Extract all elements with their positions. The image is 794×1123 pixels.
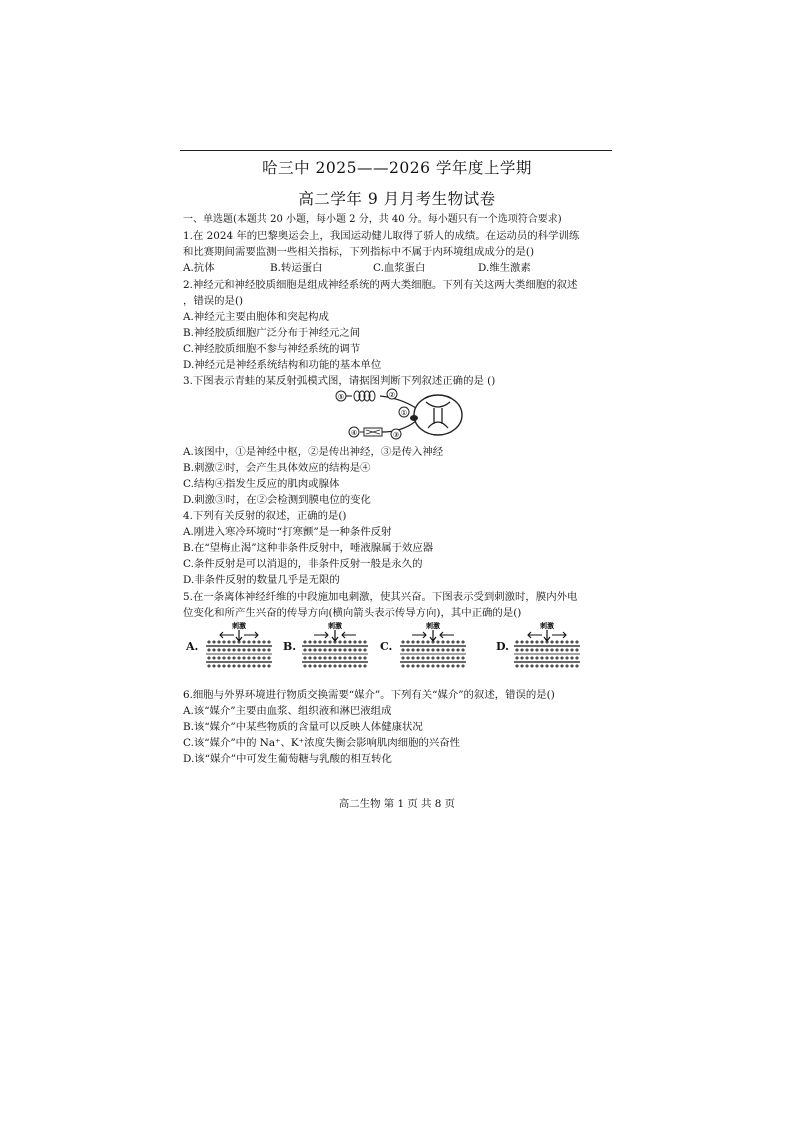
charge-mark [247,664,251,668]
q4-option-a: A.刚进入寒冷环境时“打寒颤”是一种条件反射 [183,526,392,538]
gray-matter [426,402,450,428]
charge-mark [461,640,465,644]
charge-mark [550,656,554,660]
q3-option-a: A.该图中，①是神经中枢，②是传出神经，③是传入神经 [183,446,444,458]
q4-option-c: C.条件反射是可以消退的，非条件反射一般是永久的 [183,558,423,570]
q1-stem-line-2: 和比赛期间需要监测一些相关指标，下列指标中不属于内环境组成成分的是() [183,246,534,258]
charge-mark [436,664,440,668]
charge-mark [353,656,357,660]
conduction-arrow-right [440,632,454,638]
charge-mark [421,664,425,668]
charge-mark [431,656,435,660]
charge-mark [318,640,322,644]
charge-mark [207,664,211,668]
charge-mark [456,640,460,644]
charge-mark [421,656,425,660]
charge-mark [222,648,226,652]
charge-mark [308,664,312,668]
charge-mark [303,648,307,652]
charge-mark [247,648,251,652]
charge-mark [262,664,266,668]
charge-mark [426,640,430,644]
charge-mark [436,656,440,660]
charge-mark [207,648,211,652]
q1-option-b: B.转运蛋白 [270,262,323,274]
charge-mark [570,648,574,652]
charge-mark [441,640,445,644]
conduction-arrow-left [528,632,542,638]
charge-mark [570,640,574,644]
charge-mark [212,656,216,660]
charge-mark [227,648,231,652]
q5-figure-b [300,620,370,670]
charge-mark [313,656,317,660]
spinal-cord [414,395,462,435]
charge-mark [451,656,455,660]
charge-mark [406,640,410,644]
charge-mark [436,648,440,652]
charge-mark [406,648,410,652]
charge-mark [540,648,544,652]
charge-mark [545,656,549,660]
charge-mark [318,664,322,668]
charge-mark [232,656,236,660]
charge-mark [247,640,251,644]
charge-mark [446,656,450,660]
charge-mark [560,656,564,660]
efferent-nerve [380,396,416,408]
charge-mark [431,640,435,644]
charge-mark [575,664,579,668]
charge-mark [323,656,327,660]
charge-mark [426,656,430,660]
charge-mark [217,656,221,660]
charge-mark [343,640,347,644]
effector-muscle [354,391,375,401]
q1-option-d: D.维生激素 [478,262,531,274]
charge-mark [257,640,261,644]
charge-mark [217,648,221,652]
charge-mark [530,640,534,644]
charge-mark [575,648,579,652]
q5-figure-c-label: C. [380,640,393,653]
q4-stem: 4.下列有关反射的叙述，正确的是() [183,510,347,522]
charge-mark [570,656,574,660]
charge-mark [328,656,332,660]
charge-mark [358,656,362,660]
q3-option-c: C.结构④指发生反应的肌肉或腺体 [183,478,340,490]
charge-mark [267,648,271,652]
charge-mark [431,648,435,652]
charge-mark [267,640,271,644]
charge-mark [333,640,337,644]
charge-mark [358,640,362,644]
charge-mark [333,656,337,660]
charge-mark [262,648,266,652]
q5-figure-a-label: A. [186,640,199,653]
reflex-arc-figure [330,388,470,442]
charge-mark [237,664,241,668]
charge-mark [441,664,445,668]
q5-figure-d [512,620,582,670]
charge-mark [328,640,332,644]
charge-mark [520,656,524,660]
charge-mark [318,648,322,652]
q6-option-a: A.该“媒介”主要由血浆、组织液和淋巴液组成 [183,705,392,717]
receptor-texture [366,430,380,434]
charge-mark [237,648,241,652]
charge-mark [451,648,455,652]
charge-mark [207,656,211,660]
q3-stem: 3.下图表示青蛙的某反射弧模式图，请据图判断下列叙述正确的是 () [183,375,496,387]
charge-mark [252,648,256,652]
charge-mark [333,664,337,668]
charge-mark [570,664,574,668]
charge-mark [237,640,241,644]
charge-mark [212,664,216,668]
q1-option-c: C.血浆蛋白 [373,262,426,274]
charge-mark [237,656,241,660]
q6-option-b: B.该“媒介”中某些物质的含量可以反映人体健康状况 [183,721,423,733]
charge-mark [535,640,539,644]
q2-stem-line-2: ，错误的是() [183,295,244,307]
charge-mark [363,664,367,668]
charge-mark [446,640,450,644]
stimulus-label: 刺激 [540,621,554,630]
charge-mark [401,656,405,660]
label-3: ③ [392,431,400,439]
charge-mark [535,656,539,660]
charge-mark [545,664,549,668]
q6-stem: 6.细胞与外界环境进行物质交换需要“媒介”。下列有关“媒介”的叙述，错误的是() [183,689,555,701]
charge-mark [242,656,246,660]
q2-option-d: D.神经元是神经系统结构和功能的基本单位 [183,359,382,371]
charge-mark [575,656,579,660]
charge-mark [461,656,465,660]
charge-mark [348,656,352,660]
charge-mark [406,656,410,660]
charge-mark [313,640,317,644]
charge-mark [416,656,420,660]
charge-mark [313,664,317,668]
charge-mark [431,664,435,668]
q2-option-b: B.神经胶质细胞广泛分布于神经元之间 [183,327,361,339]
stimulus-label: 刺激 [328,621,342,630]
q1-option-a: A.抗体 [183,262,215,274]
charge-mark [257,648,261,652]
charge-mark [441,656,445,660]
charge-mark [535,648,539,652]
charge-mark [242,664,246,668]
q3-option-d: D.刺激③时，在②会检测到膜电位的变化 [183,494,371,506]
charge-mark [421,648,425,652]
charge-mark [540,656,544,660]
q2-option-c: C.神经胶质细胞不参与神经系统的调节 [183,343,361,355]
conduction-arrow-left [412,632,426,638]
charge-mark [550,664,554,668]
charge-mark [560,640,564,644]
charge-mark [515,656,519,660]
charge-mark [446,664,450,668]
charge-mark [303,664,307,668]
charge-mark [217,640,221,644]
page-footer: 高二生物 第 1 页 共 8 页 [338,798,456,810]
charge-mark [416,648,420,652]
charge-mark [358,664,362,668]
charge-mark [348,648,352,652]
charge-mark [323,640,327,644]
charge-mark [217,664,221,668]
charge-mark [520,640,524,644]
charge-mark [426,648,430,652]
charge-mark [411,664,415,668]
q4-option-d: D.非条件反射的数量几乎是无限的 [183,574,340,586]
charge-mark [525,640,529,644]
q5-figure-a [204,620,274,670]
charge-mark [525,664,529,668]
label-1: ① [400,409,408,417]
charge-mark [227,640,231,644]
conduction-arrow-right [342,632,356,638]
q3-option-b: B.刺激②时，会产生具体效应的结构是④ [183,462,371,474]
conduction-arrow-left [314,632,328,638]
charge-mark [565,664,569,668]
label-2: ② [388,391,396,399]
charge-mark [520,664,524,668]
charge-mark [446,648,450,652]
charge-mark [303,656,307,660]
charge-mark [353,640,357,644]
charge-mark [242,640,246,644]
charge-mark [515,640,519,644]
charge-mark [520,648,524,652]
charge-mark [515,648,519,652]
charge-mark [555,656,559,660]
charge-mark [441,648,445,652]
header-rule [180,150,612,151]
charge-mark [411,648,415,652]
charge-mark [323,664,327,668]
charge-mark [333,648,337,652]
charge-mark [456,656,460,660]
charge-mark [545,640,549,644]
charge-mark [338,640,342,644]
charge-mark [555,664,559,668]
charge-mark [530,648,534,652]
charge-mark [461,648,465,652]
label-4: ④ [350,429,358,437]
charge-mark [338,656,342,660]
charge-mark [358,648,362,652]
charge-mark [456,664,460,668]
charge-mark [338,664,342,668]
charge-mark [328,648,332,652]
charge-mark [308,640,312,644]
charge-mark [363,648,367,652]
charge-mark [411,640,415,644]
charge-mark [560,664,564,668]
conduction-arrow-right [552,632,566,638]
charge-mark [328,664,332,668]
charge-mark [353,664,357,668]
stimulus-label: 刺激 [426,621,440,630]
charge-mark [575,640,579,644]
q1-stem-line-1: 1.在 2024 年的巴黎奥运会上，我国运动健儿取得了骄人的成绩。在运动员的科学训练 [183,230,580,242]
charge-mark [555,640,559,644]
charge-mark [207,640,211,644]
charge-mark [363,640,367,644]
charge-mark [232,640,236,644]
charge-mark [540,664,544,668]
charge-mark [338,648,342,652]
charge-mark [257,664,261,668]
charge-mark [262,656,266,660]
exam-title: 哈三中 2025——2026 学年度上学期 [262,159,532,177]
charge-mark [535,664,539,668]
charge-mark [421,640,425,644]
charge-mark [318,656,322,660]
q5-figure-b-label: B. [283,640,297,653]
q6-option-d: D.该“媒介”中可发生葡萄糖与乳酸的相互转化 [183,753,392,765]
charge-mark [323,648,327,652]
charge-mark [348,640,352,644]
charge-mark [343,664,347,668]
charge-mark [550,648,554,652]
charge-mark [267,656,271,660]
charge-mark [461,664,465,668]
charge-mark [401,648,405,652]
charge-mark [232,648,236,652]
charge-mark [416,640,420,644]
charge-mark [565,656,569,660]
q4-option-b: B.在“望梅止渴”这种非条件反射中，唾液腺属于效应器 [183,542,434,554]
charge-mark [222,656,226,660]
charge-mark [451,640,455,644]
q5-figure-d-label: D. [496,640,509,653]
charge-mark [348,664,352,668]
charge-mark [247,656,251,660]
charge-mark [560,648,564,652]
charge-mark [222,640,226,644]
charge-mark [252,656,256,660]
charge-mark [525,648,529,652]
charge-mark [303,640,307,644]
charge-mark [416,664,420,668]
charge-mark [515,664,519,668]
charge-mark [308,656,312,660]
charge-mark [227,664,231,668]
q2-stem-line-1: 2.神经元和神经胶质细胞是组成神经系统的两大类细胞。下列有关这两大类细胞的叙述 [183,279,578,291]
conduction-arrow-right [244,632,258,638]
charge-mark [343,656,347,660]
charge-mark [555,648,559,652]
charge-mark [436,640,440,644]
charge-mark [343,648,347,652]
charge-mark [212,648,216,652]
charge-mark [426,664,430,668]
charge-mark [540,640,544,644]
charge-mark [545,648,549,652]
charge-mark [451,664,455,668]
charge-mark [406,664,410,668]
charge-mark [262,640,266,644]
q2-option-a: A.神经元主要由胞体和突起构成 [183,311,329,323]
charge-mark [267,664,271,668]
charge-mark [308,648,312,652]
charge-mark [550,640,554,644]
section-heading: 一、单选题(本题共 20 小题，每小题 2 分，共 40 分。每小题只有一个选项符合要求) [183,214,562,225]
stimulus-label: 刺激 [232,621,246,630]
charge-mark [313,648,317,652]
label-5: ⑤ [337,393,345,401]
charge-mark [353,648,357,652]
charge-mark [252,664,256,668]
charge-mark [401,664,405,668]
q5-stem-line-1: 5.在一条离体神经纤维的中段施加电刺激，使其兴奋。下图表示受到刺激时，膜内外电 [183,591,578,603]
charge-mark [222,664,226,668]
q5-figure-c [398,620,468,670]
charge-mark [401,640,405,644]
charge-mark [565,640,569,644]
charge-mark [525,656,529,660]
charge-mark [456,648,460,652]
charge-mark [363,656,367,660]
charge-mark [565,648,569,652]
conduction-arrow-left [220,632,234,638]
charge-mark [212,640,216,644]
charge-mark [530,664,534,668]
ganglion [410,415,418,421]
q5-stem-line-2: 位变化和所产生兴奋的传导方向(横向箭头表示传导方向)，其中正确的是() [183,607,522,619]
charge-mark [232,664,236,668]
exam-subtitle: 高二学年 9 月月考生物试卷 [298,190,496,208]
charge-mark [242,648,246,652]
charge-mark [411,656,415,660]
charge-mark [227,656,231,660]
charge-mark [257,656,261,660]
q6-option-c: C.该“媒介”中的 Na⁺、K⁺浓度失衡会影响肌肉细胞的兴奋性 [183,737,461,749]
charge-mark [252,640,256,644]
charge-mark [530,656,534,660]
